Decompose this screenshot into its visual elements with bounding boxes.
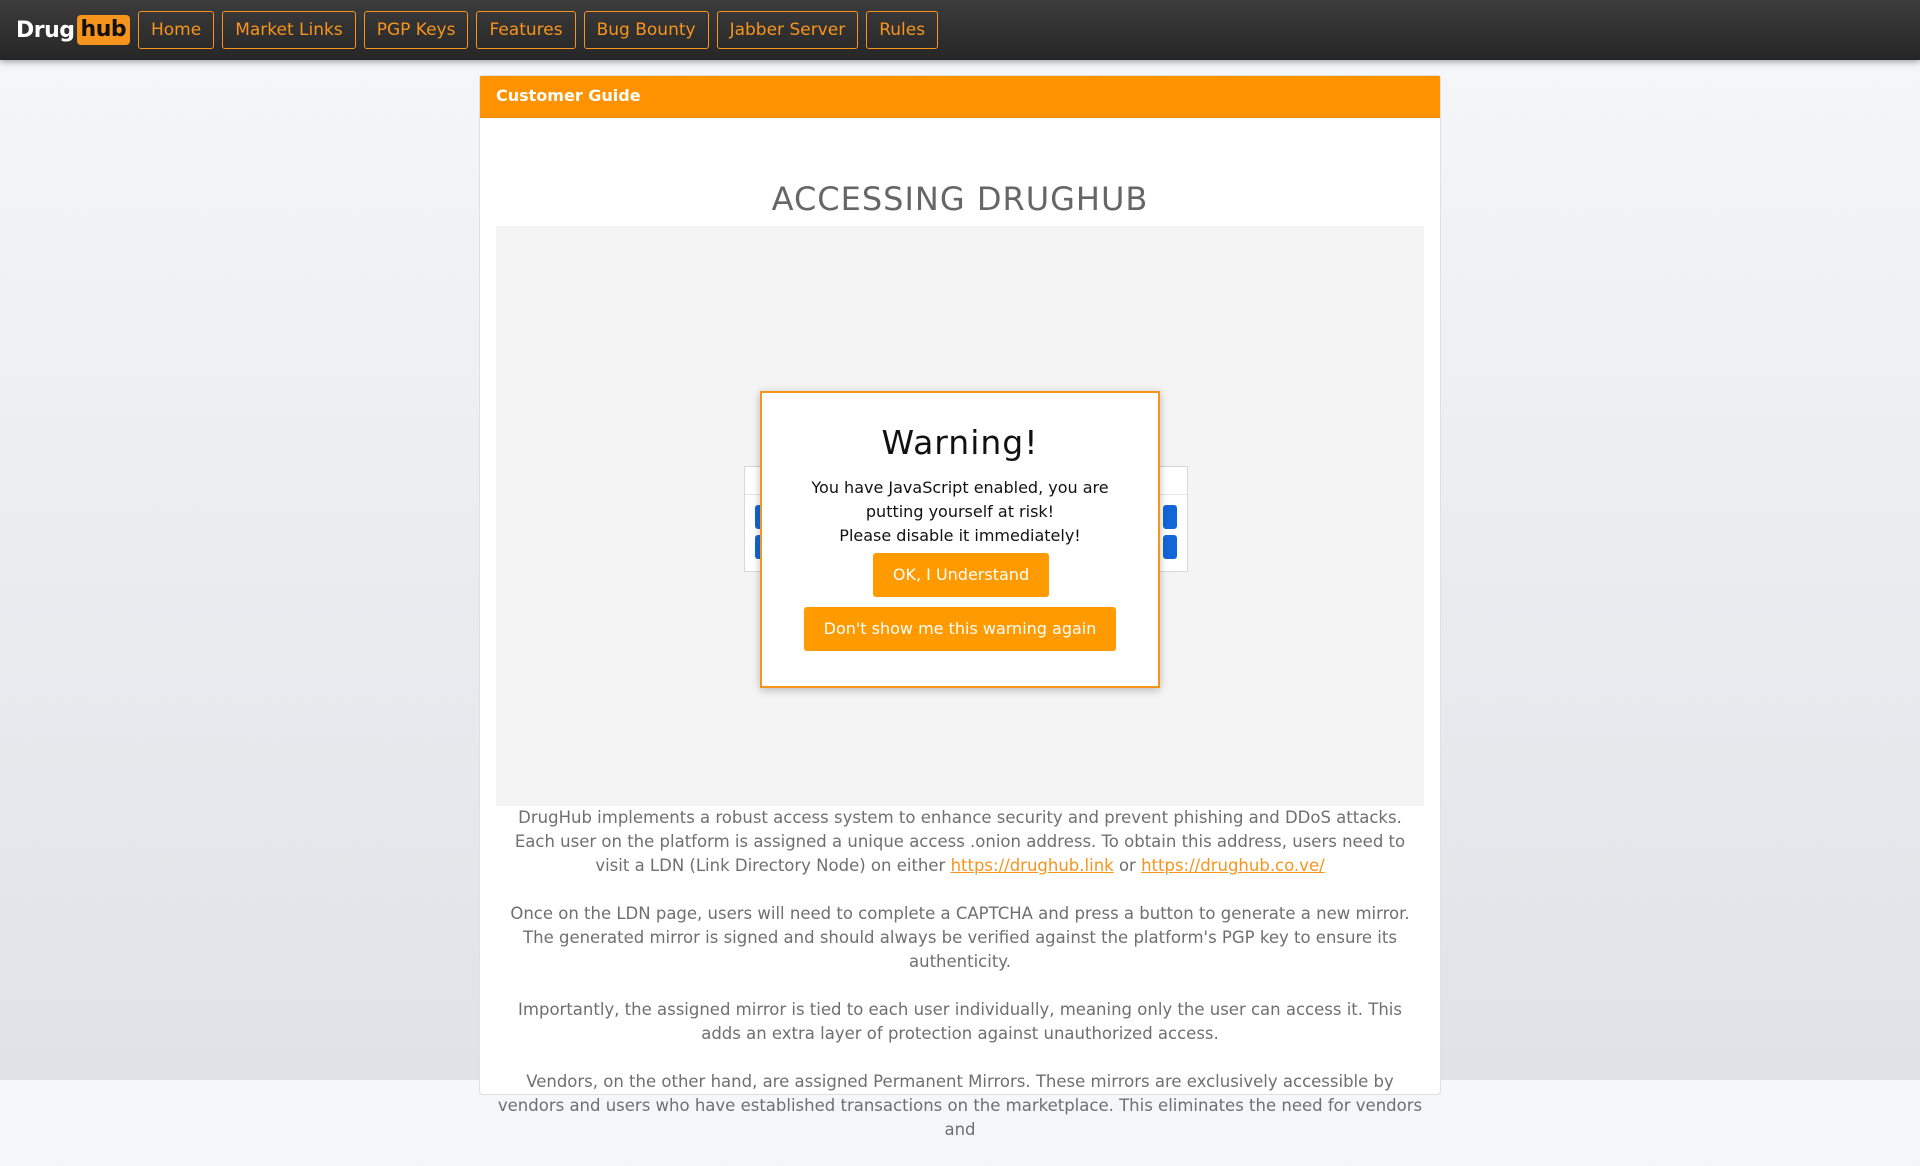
nav-home-button[interactable]: Home bbox=[138, 11, 214, 49]
modal-message-line-1: You have JavaScript enabled, you are putting yourself at risk! bbox=[811, 478, 1109, 521]
guide-paragraph-2: Once on the LDN page, users will need to complete a CAPTCHA and press a button to generate a new mirror. The generated mirror is signed and should always be verified against the platform's PGP key to ensure its authenticity. bbox=[510, 904, 1410, 971]
paragraph-1-or: or bbox=[1113, 856, 1142, 875]
nav-bug-bounty-button[interactable]: Bug Bounty bbox=[584, 11, 709, 49]
modal-message bbox=[810, 476, 1110, 548]
guide-paragraph-4: Vendors, on the other hand, are assigned Permanent Mirrors. These mirrors are exclusively accessible by vendors and users who have established transactions on the marketplace. This eliminates the need for vendors and bbox=[497, 1072, 1423, 1139]
guide-text bbox=[496, 806, 1424, 1166]
paragraph-1-text: DrugHub implements a robust access system to enhance security and prevent phishing and DDoS attacks. Each user on the platform is assigned a unique access .onion address. To obtain this address, users need to visit a LDN (Link Directory Node) on either bbox=[514, 808, 1406, 875]
card-header: Customer Guide bbox=[480, 76, 1440, 118]
ok-understand-button[interactable]: OK, I Understand bbox=[873, 553, 1049, 597]
logo-text-drug: Drug bbox=[16, 17, 75, 43]
ldn-link-1[interactable]: https://drughub.link bbox=[950, 856, 1114, 875]
top-navbar bbox=[0, 0, 1920, 60]
ldn-link-2[interactable]: https://drughub.co.ve/ bbox=[1141, 856, 1325, 875]
nav-jabber-server-button[interactable]: Jabber Server bbox=[717, 11, 859, 49]
site-logo[interactable] bbox=[16, 15, 130, 45]
logo-text-hub: hub bbox=[77, 15, 131, 45]
background-button-right-2 bbox=[1163, 535, 1177, 559]
nav-links bbox=[138, 11, 946, 49]
modal-message-line-2: Please disable it immediately! bbox=[839, 526, 1081, 545]
background-button-right-1 bbox=[1163, 505, 1177, 529]
javascript-warning-modal bbox=[760, 391, 1160, 688]
guide-paragraph-1 bbox=[496, 806, 1424, 878]
guide-paragraph-3: Importantly, the assigned mirror is tied to each user individually, meaning only the user can access it. This adds an extra layer of protection against unauthorized access. bbox=[518, 1000, 1402, 1043]
nav-rules-button[interactable]: Rules bbox=[866, 11, 938, 49]
nav-pgp-keys-button[interactable]: PGP Keys bbox=[364, 11, 469, 49]
modal-title: Warning! bbox=[881, 423, 1039, 462]
dont-show-again-button[interactable]: Don't show me this warning again bbox=[804, 607, 1116, 651]
page-title: ACCESSING DRUGHUB bbox=[771, 180, 1149, 218]
nav-features-button[interactable]: Features bbox=[476, 11, 575, 49]
nav-market-links-button[interactable]: Market Links bbox=[222, 11, 356, 49]
